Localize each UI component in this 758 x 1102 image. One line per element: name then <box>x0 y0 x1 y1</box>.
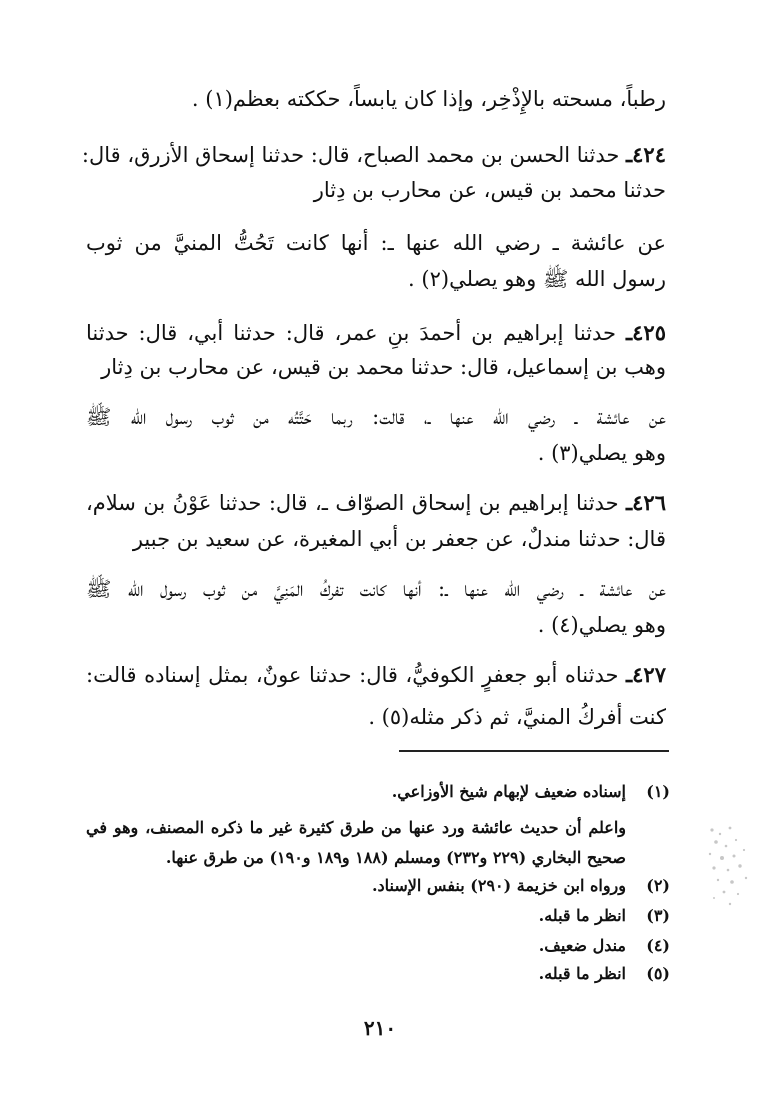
footnote-text: إسناده ضعيف لإبهام شيخ الأوزاعي. <box>391 782 626 801</box>
hadith-number: ٤٢٤ـ <box>626 142 666 167</box>
body-line: وهو يصلي(٣) . <box>537 441 666 465</box>
footnote <box>86 874 670 898</box>
body-line: قال: حدثنا مندلٌ، عن جعفر بن أبي المغيرة، عن سعيد بن جبير <box>132 527 666 551</box>
hadith-425-line <box>86 318 666 348</box>
body-line: عن عائشة ـ رضي الله عنها ـ: أنها كانت تَحُتُّ المنيَّ من ثوب <box>86 231 666 255</box>
footnote-continuation: صحيح البخاري (٢٢٩ و٢٣٢) ومسلم (١٨٨ و١٨٩ و١٩٠) من طرق عنها. <box>165 848 626 867</box>
hadith-number: ٤٢٦ـ <box>626 490 666 515</box>
scan-smudge <box>700 820 758 910</box>
hadith-number: ٤٢٧ـ <box>626 662 666 687</box>
body-line: كنت أفركُ المنيَّ، ثم ذكر مثله(٥) . <box>368 705 666 729</box>
hadith-424-line <box>81 140 666 170</box>
body-line-text: حدثناه أبو جعفرٍ الكوفيُّ، قال: حدثنا عونٌ، بمثل إسناده قالت: <box>86 663 626 687</box>
footnote-continuation: واعلم أن حديث عائشة ورد عنها من طرق كثيرة غير ما ذكره المصنف، وهو في <box>86 818 626 837</box>
footnote-marker: (٣) <box>646 906 670 925</box>
footnote <box>86 962 670 986</box>
body-line-text: حدثنا إبراهيم بن أحمدَ بنِ عمر، قال: حدثنا أبي، قال: حدثنا <box>86 321 626 345</box>
footnote-marker: (٥) <box>646 964 670 983</box>
footnote <box>86 904 670 928</box>
body-line: حدثنا محمد بن قيس، عن محارب بن دِثار <box>313 178 666 202</box>
footnote-text: انظر ما قبله. <box>538 964 626 983</box>
body-line: وهب بن إسماعيل، قال: حدثنا محمد بن قيس، عن محارب بن دِثار <box>101 355 666 379</box>
footnote-marker: (٤) <box>646 936 670 955</box>
hadith-426-line <box>86 488 666 518</box>
body-line: رسول الله ﷺ وهو يصلي(٢) . <box>408 267 666 291</box>
body-line: رطباً، مسحته بالإِذْخِر، وإذا كان يابساً، حككته بعظم(١) . <box>191 87 666 111</box>
body-line: عن عائشة ـ رضي الله عنها ـ، قالت: ربما حَتَّتُه من ثوب رسول الله ﷺ <box>86 405 666 429</box>
footnote <box>86 780 670 804</box>
footnote <box>86 934 670 958</box>
hadith-number: ٤٢٥ـ <box>626 320 666 345</box>
body-line-text: حدثنا إبراهيم بن إسحاق الصوّاف ـ، قال: حدثنا عَوْنُ بن سلام، <box>86 491 626 515</box>
footnote-text: مندل ضعيف. <box>538 936 626 955</box>
page-number: ٢١٠ <box>363 1016 397 1040</box>
footnote-text: ورواه ابن خزيمة (٢٩٠) بنفس الإسناد. <box>371 876 626 895</box>
hadith-427-line <box>86 660 666 690</box>
footnote-divider <box>399 750 669 752</box>
footnote-marker: (٢) <box>646 876 670 895</box>
body-line-text: حدثنا الحسن بن محمد الصباح، قال: حدثنا إسحاق الأزرق، قال: <box>81 143 626 167</box>
body-line: عن عائشة ـ رضي الله عنها ـ: أنها كانت تفركُ المَنِيَّ من ثوب رسول الله ﷺ <box>86 577 666 601</box>
footnote-text: انظر ما قبله. <box>538 906 626 925</box>
body-line: وهو يصلي(٤) . <box>537 613 666 637</box>
footnote-marker: (١) <box>646 782 670 801</box>
